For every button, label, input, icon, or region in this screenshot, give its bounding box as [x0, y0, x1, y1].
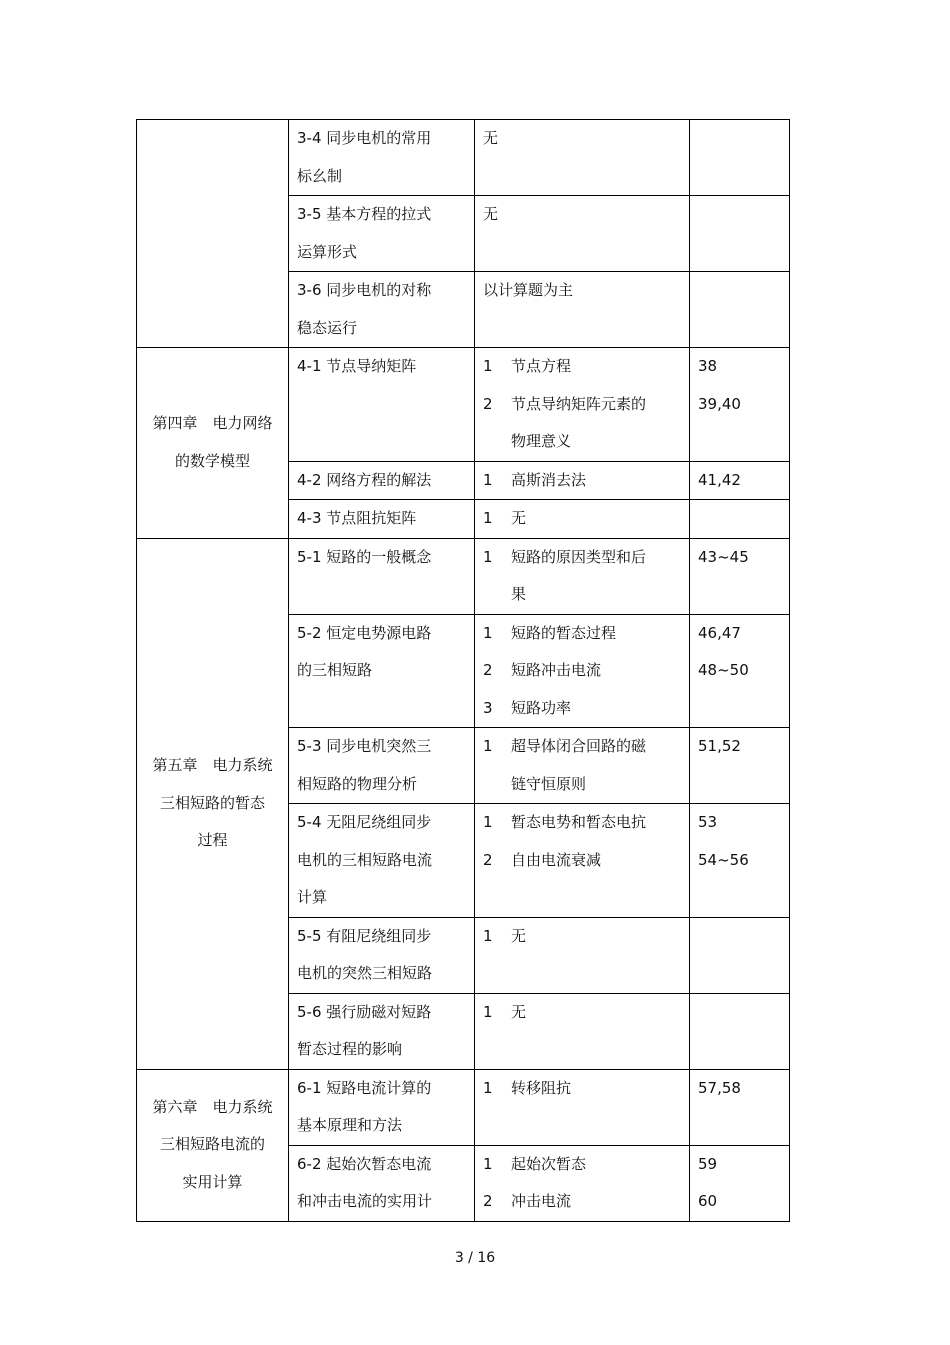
key-point-line — [483, 842, 681, 880]
chapter-cell — [137, 120, 289, 348]
key-point-line — [483, 1183, 681, 1221]
key-point-line — [483, 386, 681, 424]
key-point-line: 无 — [483, 205, 499, 223]
chapter-title-line: 第四章 电力网络 — [152, 414, 273, 433]
point-number: 1 — [483, 813, 493, 831]
chapter-cell — [137, 348, 289, 539]
point-number: 1 — [483, 737, 493, 755]
section-title-line: 3-6 同步电机的对称 — [297, 281, 432, 299]
exercises-cell — [690, 272, 790, 348]
section-title-line: 电机的突然三相短路 — [297, 964, 433, 982]
exercise-numbers: 57,58 — [698, 1078, 741, 1097]
chapter-title-line: 三相短路的暂态 — [159, 793, 265, 812]
chapter-cell — [137, 1069, 289, 1221]
section-cell — [289, 917, 475, 993]
exercise-numbers: 51,52 — [698, 737, 741, 755]
chapter-title-line: 的数学模型 — [174, 451, 250, 470]
key-point-line: 无 — [483, 129, 499, 147]
point-number: 2 — [483, 1192, 493, 1210]
section-title-line: 稳态运行 — [297, 318, 358, 337]
key-point-line — [483, 804, 681, 842]
key-point-line — [483, 1146, 681, 1184]
section-title-line: 4-3 节点阻抗矩阵 — [297, 509, 417, 527]
section-cell — [289, 120, 475, 196]
section-title-line: 基本原理和方法 — [297, 1116, 403, 1134]
section-title-line: 和冲击电流的实用计 — [297, 1192, 433, 1210]
section-title-line: 的三相短路 — [297, 661, 373, 679]
point-number: 1 — [483, 1154, 493, 1173]
key-point-line: 以计算题为主 — [483, 281, 574, 299]
exercises-cell — [690, 917, 790, 993]
section-title-line: 6-2 起始次暂态电流 — [297, 1154, 432, 1173]
key-point-line — [483, 539, 681, 577]
key-points-cell — [475, 120, 690, 196]
point-text: 短路冲击电流 — [511, 661, 602, 679]
section-title-line: 4-2 网络方程的解法 — [297, 470, 432, 489]
exercise-numbers: 48~50 — [698, 661, 749, 679]
section-title-line: 5-4 无阻尼绕组同步 — [297, 813, 432, 831]
key-point-line — [483, 1070, 681, 1108]
point-text: 短路的原因类型和后 — [511, 547, 647, 566]
section-title-line: 运算形式 — [297, 242, 358, 261]
section-title-line: 5-6 强行励磁对短路 — [297, 1002, 432, 1021]
table-row — [137, 348, 790, 462]
section-cell — [289, 1145, 475, 1221]
exercises-cell — [690, 614, 790, 728]
key-points-cell — [475, 728, 690, 804]
section-title-line: 计算 — [297, 888, 328, 906]
table-row — [137, 1069, 790, 1145]
exercise-numbers: 60 — [698, 1192, 718, 1210]
exercise-numbers: 38 — [698, 357, 718, 375]
point-number: 1 — [483, 547, 493, 566]
key-points-cell — [475, 993, 690, 1069]
exercise-numbers: 43~45 — [698, 547, 749, 566]
section-cell — [289, 728, 475, 804]
exercises-cell — [690, 538, 790, 614]
key-points-cell — [475, 500, 690, 539]
chapter-cell — [137, 538, 289, 1069]
section-title-line: 4-1 节点导纳矩阵 — [297, 357, 417, 375]
section-title-line: 3-5 基本方程的拉式 — [297, 205, 432, 223]
section-title-line: 电机的三相短路电流 — [297, 850, 433, 869]
key-points-cell — [475, 804, 690, 918]
section-title-line: 5-1 短路的一般概念 — [297, 547, 432, 566]
exercise-numbers: 41,42 — [698, 470, 741, 489]
key-points-cell — [475, 917, 690, 993]
exercises-cell — [690, 993, 790, 1069]
point-number: 1 — [483, 470, 493, 489]
section-cell — [289, 804, 475, 918]
exercise-numbers: 53 — [698, 813, 718, 831]
section-cell — [289, 538, 475, 614]
point-text: 短路的暂态过程 — [511, 623, 617, 642]
section-title-line: 6-1 短路电流计算的 — [297, 1078, 432, 1097]
key-point-line — [483, 918, 681, 956]
key-point-line — [483, 728, 681, 766]
section-title-line: 5-2 恒定电势源电路 — [297, 623, 432, 642]
point-text: 物理意义 — [511, 432, 572, 450]
point-number: 2 — [483, 661, 493, 679]
point-number: 1 — [483, 1002, 493, 1021]
key-points-cell — [475, 1145, 690, 1221]
key-point-line — [483, 462, 681, 500]
section-title-line: 3-4 同步电机的常用 — [297, 129, 432, 147]
key-point-line — [483, 690, 681, 728]
section-cell — [289, 993, 475, 1069]
point-text: 果 — [511, 585, 527, 603]
point-text: 短路功率 — [511, 698, 572, 717]
section-title-line: 5-3 同步电机突然三 — [297, 737, 432, 755]
section-title-line: 暂态过程的影响 — [297, 1040, 403, 1058]
point-number: 1 — [483, 926, 493, 945]
exercises-cell — [690, 348, 790, 462]
point-text: 冲击电流 — [511, 1192, 572, 1210]
key-points-cell — [475, 1069, 690, 1145]
section-title-line: 相短路的物理分析 — [297, 774, 418, 793]
exercises-cell — [690, 120, 790, 196]
syllabus-table — [136, 119, 790, 1222]
key-points-cell — [475, 614, 690, 728]
section-title-line: 标幺制 — [297, 166, 343, 185]
table-row — [137, 120, 790, 196]
point-text: 自由电流衰减 — [511, 850, 602, 869]
point-number: 1 — [483, 357, 493, 375]
section-cell — [289, 614, 475, 728]
key-point-line — [483, 615, 681, 653]
exercise-numbers: 46,47 — [698, 623, 741, 642]
key-points-cell — [475, 348, 690, 462]
key-point-line — [483, 576, 681, 614]
key-point-line — [483, 500, 681, 538]
point-text: 转移阻抗 — [511, 1078, 572, 1097]
chapter-title-line: 三相短路电流的 — [159, 1135, 265, 1154]
section-title-line: 5-5 有阻尼绕组同步 — [297, 926, 432, 945]
key-point-line — [483, 652, 681, 690]
point-text: 节点导纳矩阵元素的 — [511, 394, 647, 413]
key-points-cell — [475, 538, 690, 614]
page-number: 3 / 16 — [454, 1250, 496, 1266]
exercise-numbers: 59 — [698, 1154, 718, 1173]
section-cell — [289, 196, 475, 272]
section-cell — [289, 1069, 475, 1145]
chapter-title-line: 实用计算 — [182, 1172, 243, 1191]
point-text: 无 — [511, 926, 527, 945]
point-number: 1 — [483, 509, 493, 527]
section-cell — [289, 272, 475, 348]
point-text: 暂态电势和暂态电抗 — [511, 813, 647, 831]
point-number: 1 — [483, 1078, 493, 1097]
exercise-numbers: 39,40 — [698, 394, 741, 413]
section-cell — [289, 348, 475, 462]
key-points-cell — [475, 196, 690, 272]
key-points-cell — [475, 272, 690, 348]
point-text: 链守恒原则 — [511, 774, 587, 793]
chapter-title-line: 第六章 电力系统 — [152, 1097, 273, 1116]
point-number: 2 — [483, 394, 493, 413]
key-point-line — [483, 423, 681, 461]
point-text: 高斯消去法 — [511, 470, 587, 489]
point-number: 3 — [483, 698, 493, 717]
chapter-title-line: 第五章 电力系统 — [152, 756, 273, 775]
exercises-cell — [690, 1145, 790, 1221]
point-text: 节点方程 — [511, 357, 572, 375]
exercises-cell — [690, 804, 790, 918]
point-text: 无 — [511, 509, 527, 527]
exercises-cell — [690, 1069, 790, 1145]
point-number: 2 — [483, 850, 493, 869]
key-point-line — [483, 766, 681, 804]
key-point-line — [483, 348, 681, 386]
point-number: 1 — [483, 623, 493, 642]
exercises-cell — [690, 196, 790, 272]
point-text: 起始次暂态 — [511, 1154, 587, 1173]
chapter-title-line: 过程 — [197, 831, 228, 850]
exercises-cell — [690, 728, 790, 804]
point-text: 无 — [511, 1002, 527, 1021]
key-points-cell — [475, 461, 690, 500]
point-text: 超导体闭合回路的磁 — [511, 737, 647, 755]
key-point-line — [483, 994, 681, 1032]
exercise-numbers: 54~56 — [698, 850, 749, 869]
table-row — [137, 538, 790, 614]
